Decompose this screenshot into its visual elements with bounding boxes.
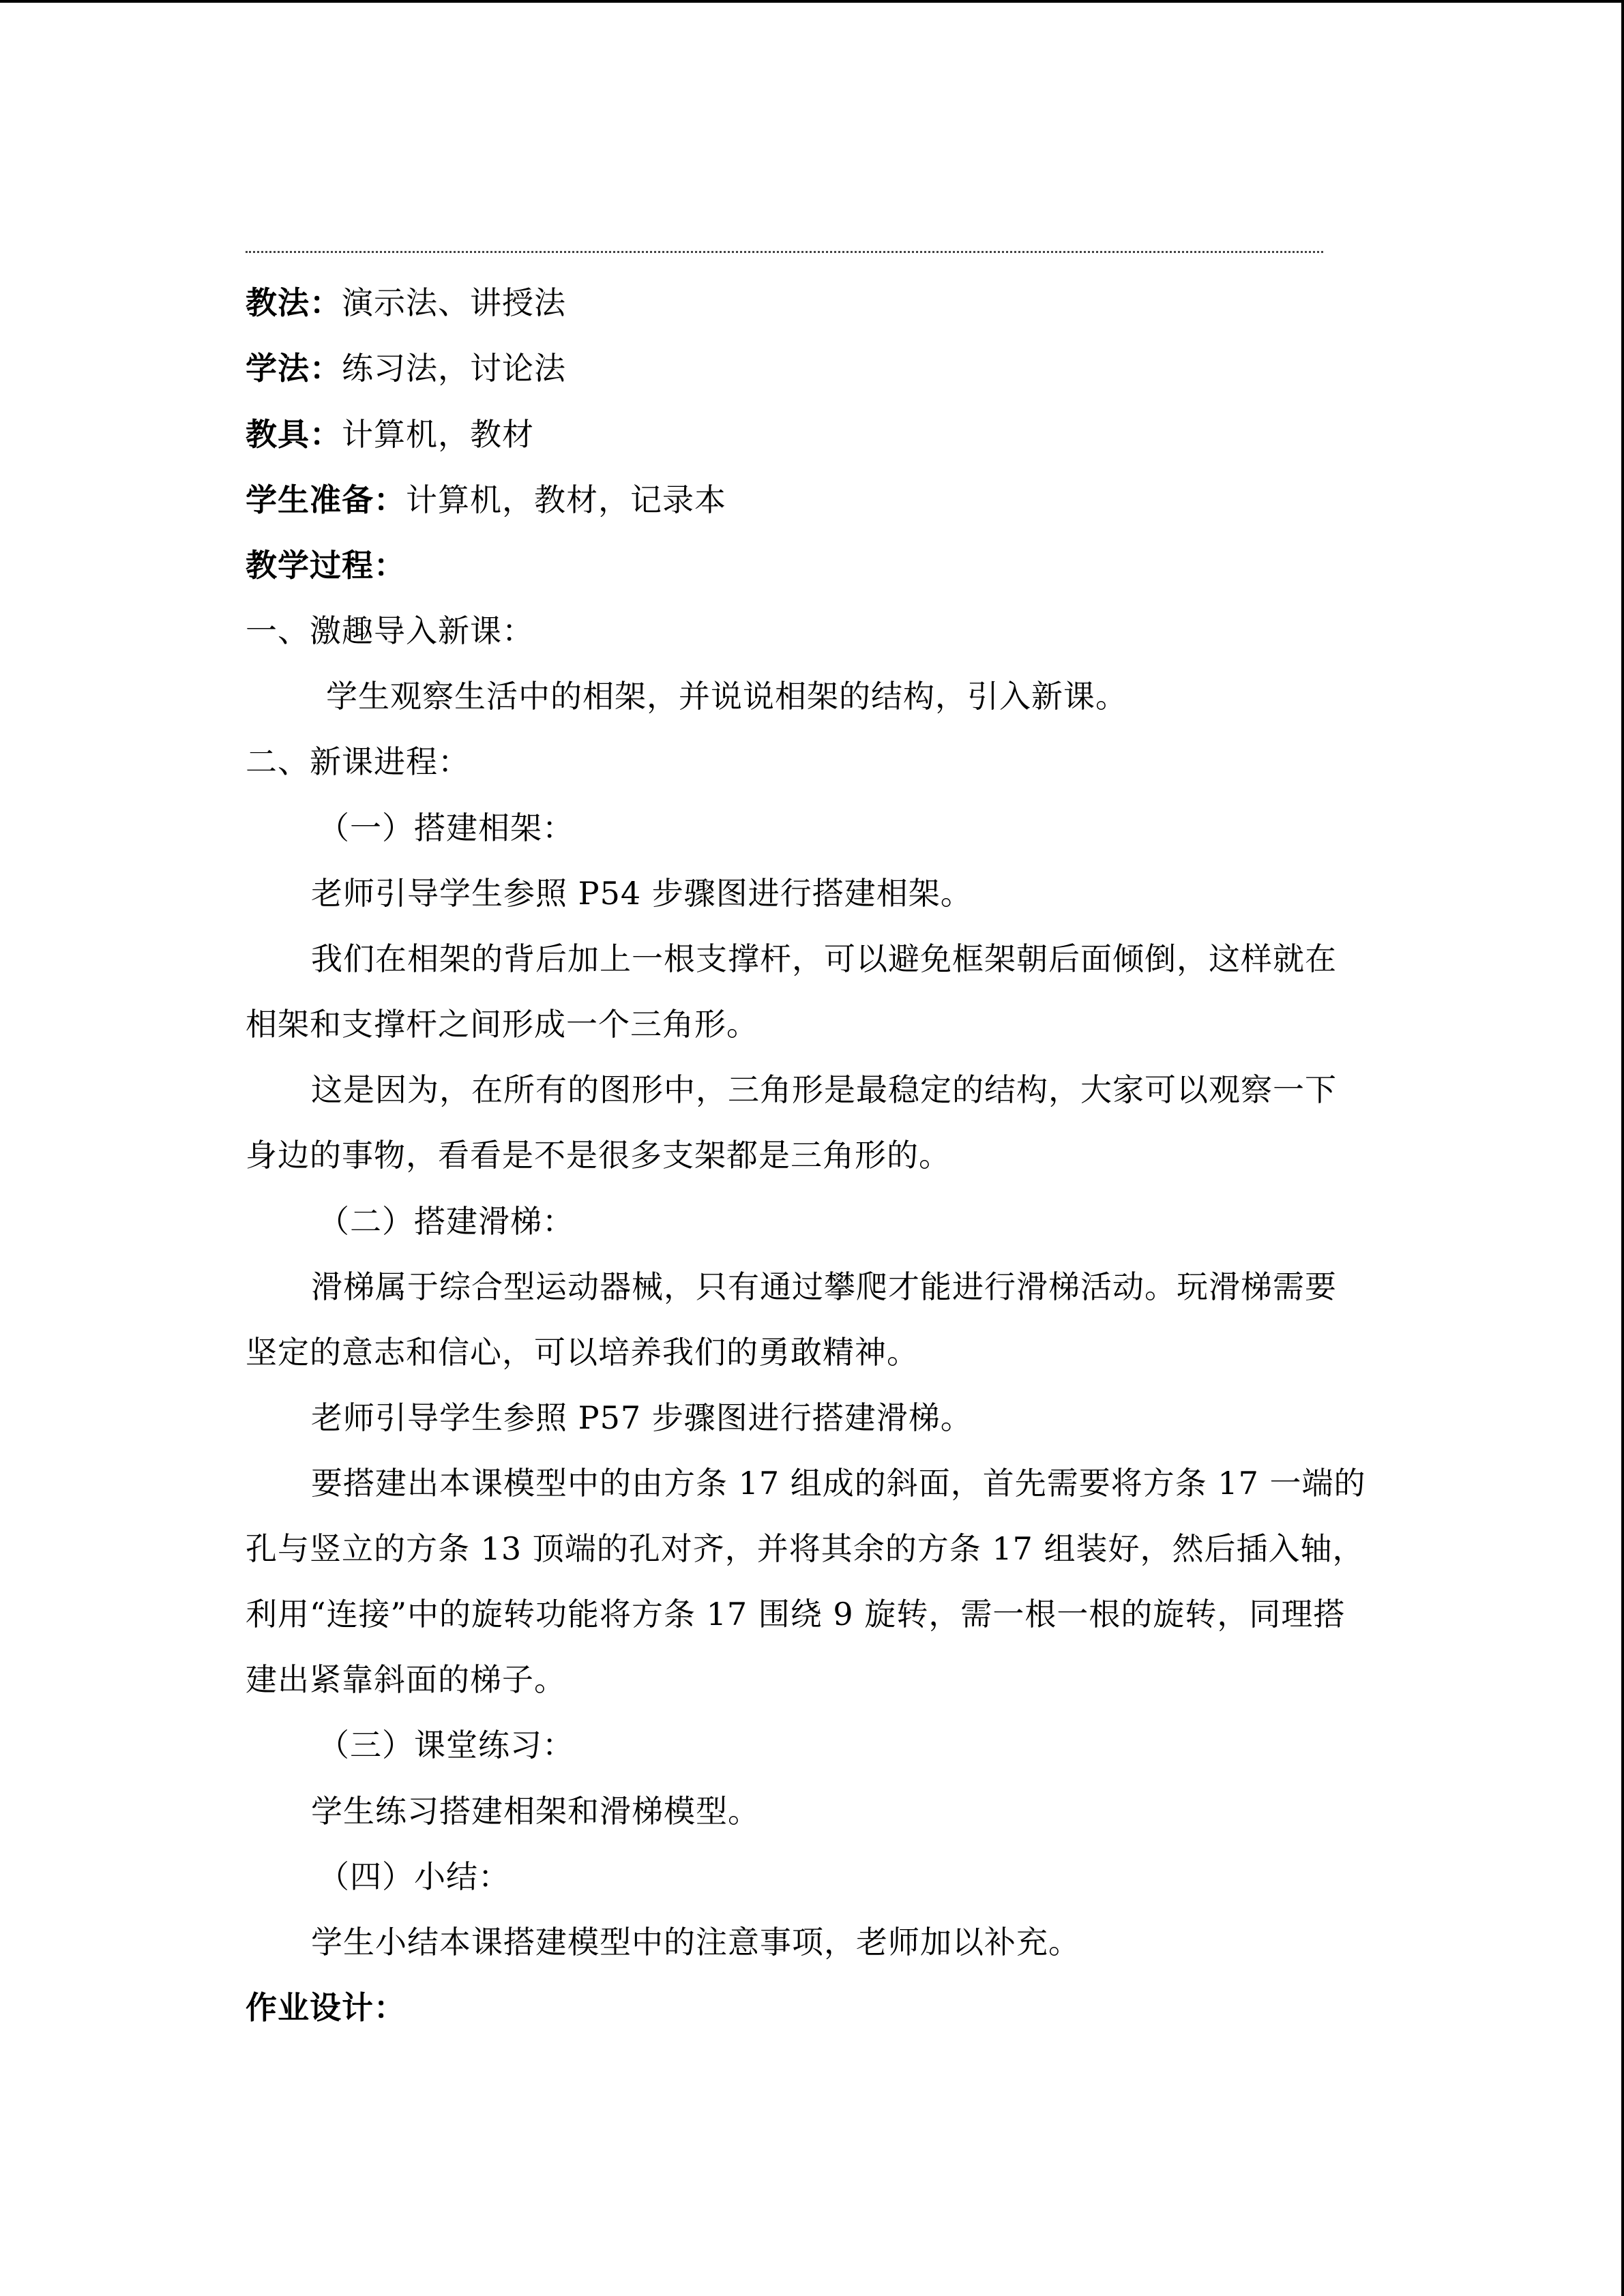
teaching-method-value: 演示法、讲授法 [342,284,566,321]
teaching-method-line [246,282,566,323]
sub1-paragraph1: 老师引导学生参照 P54 步骤图进行搭建相架。 [311,875,973,912]
sub2-paragraph3-line3: 利用“连接”中的旋转功能将方条 17 围绕 9 旋转，需一根一根的旋转，同理搭 [246,1596,1346,1632]
sub2-paragraph2: 老师引导学生参照 P57 步骤图进行搭建滑梯。 [311,1399,973,1436]
sub2-paragraph3-line1: 要搭建出本课模型中的由方条 17 组成的斜面，首先需要将方条 17 一端的 [311,1465,1366,1502]
sub1-paragraph2-line1: 我们在相架的背后加上一根支撑杆，可以避免框架朝后面倾倒，这样就在 [311,940,1337,977]
student-prep-value: 计算机，教材，记录本 [406,481,726,518]
section1-text: 学生观察生活中的相架，并说说相架的结构，引入新课。 [326,678,1127,715]
sub4-text: 学生小结本课搭建模型中的注意事项，老师加以补充。 [311,1924,1080,1960]
sub1-paragraph3-line2: 身边的事物，看看是不是很多支架都是三角形的。 [246,1137,951,1174]
sub2-heading: （二）搭建滑梯： [318,1203,574,1240]
sub1-heading: （一）搭建相架： [318,809,574,846]
homework-heading: 作业设计： [246,1989,406,2026]
sub3-heading: （三）课堂练习： [318,1727,574,1763]
student-prep-line [246,479,726,520]
sub2-paragraph1-line1: 滑梯属于综合型运动器械，只有通过攀爬才能进行滑梯活动。玩滑梯需要 [311,1268,1337,1305]
sub1-paragraph3-line1: 这是因为，在所有的图形中，三角形是最稳定的结构，大家可以观察一下 [311,1071,1337,1108]
teaching-tools-value: 计算机，教材 [342,416,534,453]
page-right-border [1621,0,1624,2296]
teaching-tools-label: 教具： [246,416,342,453]
student-prep-label: 学生准备： [246,481,406,518]
section1-heading: 一、激趣导入新课： [246,612,534,649]
header-dotted-rule [246,251,1323,253]
sub3-text: 学生练习搭建相架和滑梯模型。 [311,1793,760,1830]
sub2-paragraph3-line2: 孔与竖立的方条 13 顶端的孔对齐，并将其余的方条 17 组装好，然后插入轴， [246,1530,1365,1567]
teaching-tools-line [246,414,534,455]
process-heading: 教学过程： [246,547,406,584]
section2-heading: 二、新课进程： [246,743,470,780]
sub2-paragraph3-line4: 建出紧靠斜面的梯子。 [246,1661,566,1698]
sub1-paragraph2-line2: 相架和支撑杆之间形成一个三角形。 [246,1006,758,1043]
sub2-paragraph1-line2: 坚定的意志和信心，可以培养我们的勇敢精神。 [246,1334,919,1371]
teaching-method-label: 教法： [246,284,342,321]
page-top-border [0,0,1624,3]
learning-method-value: 练习法，讨论法 [342,350,566,387]
learning-method-label: 学法： [246,350,342,387]
sub4-heading: （四）小结： [318,1858,510,1895]
learning-method-line [246,348,566,389]
